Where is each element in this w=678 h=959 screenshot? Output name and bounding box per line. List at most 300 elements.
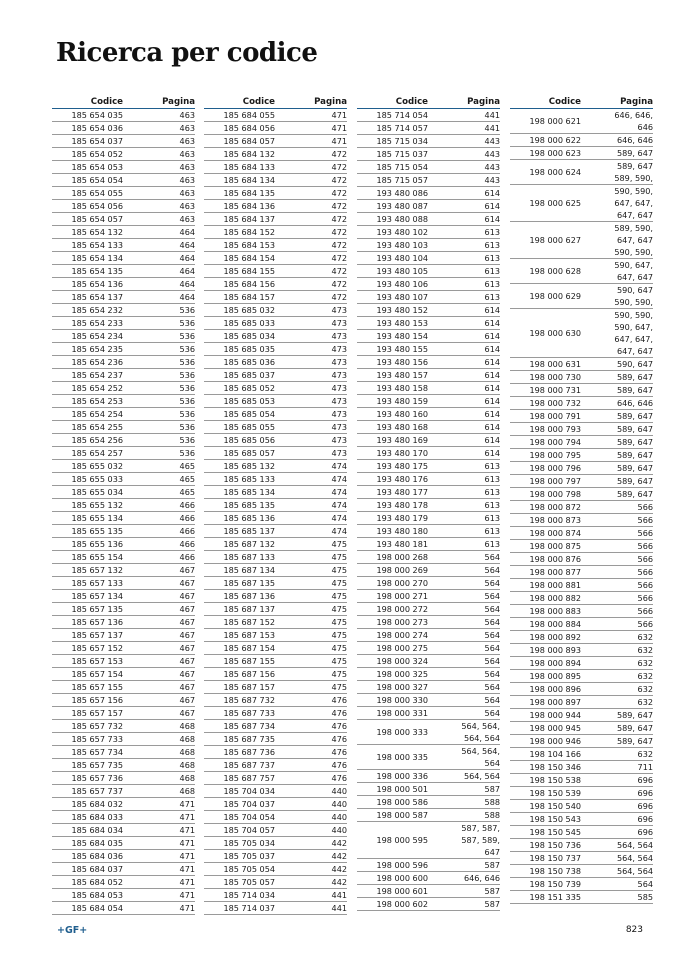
column-header xyxy=(52,94,195,109)
index-row xyxy=(52,863,195,876)
page-reference xyxy=(581,540,653,552)
product-code: 185 684 053 xyxy=(71,890,123,900)
page-reference-line: 476 xyxy=(331,747,347,757)
page-reference xyxy=(123,564,195,576)
page-reference-line: 566 xyxy=(637,567,653,577)
product-code: 198 104 166 xyxy=(529,749,581,759)
index-row xyxy=(52,681,195,694)
product-code: 198 000 336 xyxy=(376,771,428,781)
product-code: 198 000 327 xyxy=(376,682,428,692)
page-reference xyxy=(428,369,500,381)
page-reference-line: 589, 590, xyxy=(614,173,653,183)
index-row xyxy=(52,213,195,226)
product-code: 198 000 874 xyxy=(529,528,581,538)
page-reference xyxy=(581,735,653,747)
page-reference xyxy=(123,200,195,212)
product-code: 193 480 154 xyxy=(376,331,428,341)
product-code: 185 684 156 xyxy=(223,279,275,289)
product-code: 185 654 052 xyxy=(71,149,123,159)
page-reference-line: 589, 647 xyxy=(616,161,653,171)
product-code: 185 655 134 xyxy=(71,513,123,523)
index-row xyxy=(204,447,347,460)
product-code: 185 657 733 xyxy=(71,734,123,744)
page-reference-line: 441 xyxy=(331,903,347,913)
index-row xyxy=(204,902,347,915)
page-reference xyxy=(123,590,195,602)
product-code: 185 684 133 xyxy=(223,162,275,172)
product-code: 185 654 256 xyxy=(71,435,123,445)
page-reference-line: 464 xyxy=(179,279,195,289)
page-reference xyxy=(123,850,195,862)
product-code: 185 654 135 xyxy=(71,266,123,276)
product-code: 185 687 133 xyxy=(223,552,275,562)
index-row xyxy=(510,449,653,462)
index-row xyxy=(357,317,500,330)
index-row xyxy=(204,408,347,421)
index-row xyxy=(204,369,347,382)
product-code: 185 654 037 xyxy=(71,136,123,146)
page-reference-line: 463 xyxy=(179,110,195,120)
page-reference-line: 564 xyxy=(484,617,500,627)
page-reference xyxy=(428,616,500,628)
index-row xyxy=(357,859,500,872)
index-row xyxy=(52,577,195,590)
page-reference xyxy=(428,187,500,199)
product-code: 185 684 057 xyxy=(223,136,275,146)
product-code: 198 000 631 xyxy=(529,359,581,369)
product-code: 185 654 253 xyxy=(71,396,123,406)
page-reference-line: 613 xyxy=(484,539,500,549)
index-column-3 xyxy=(357,94,500,911)
index-row xyxy=(52,811,195,824)
page-reference xyxy=(428,603,500,615)
product-code: 185 655 135 xyxy=(71,526,123,536)
page-reference-line: 468 xyxy=(179,734,195,744)
page-reference xyxy=(581,878,653,890)
index-row xyxy=(52,551,195,564)
page-reference xyxy=(428,382,500,394)
index-row xyxy=(357,655,500,668)
page-reference-line: 476 xyxy=(331,708,347,718)
page-reference xyxy=(581,748,653,760)
page-reference xyxy=(428,447,500,459)
index-row xyxy=(52,772,195,785)
product-code: 198 000 621 xyxy=(529,116,581,126)
product-code: 193 480 155 xyxy=(376,344,428,354)
page-reference-line: 587 xyxy=(484,860,500,870)
product-code: 198 000 324 xyxy=(376,656,428,666)
product-code: 198 000 797 xyxy=(529,476,581,486)
page-reference-line: 536 xyxy=(179,435,195,445)
page-reference-line: 647, 647, xyxy=(614,334,653,344)
page-reference xyxy=(275,824,347,836)
product-code: 185 704 034 xyxy=(223,786,275,796)
page-reference xyxy=(581,566,653,578)
product-code: 185 654 237 xyxy=(71,370,123,380)
index-row xyxy=(510,787,653,800)
page-reference-line: 473 xyxy=(331,435,347,445)
page-reference-line: 536 xyxy=(179,344,195,354)
page-reference-line: 471 xyxy=(179,838,195,848)
page-reference xyxy=(123,889,195,901)
product-code: 193 480 153 xyxy=(376,318,428,328)
page-reference-line: 472 xyxy=(331,214,347,224)
product-code: 185 685 037 xyxy=(223,370,275,380)
product-code: 198 000 946 xyxy=(529,736,581,746)
page-reference-line: 467 xyxy=(179,591,195,601)
product-code: 198 000 623 xyxy=(529,148,581,158)
page-reference-line: 463 xyxy=(179,136,195,146)
page-reference xyxy=(428,538,500,550)
product-code: 185 687 135 xyxy=(223,578,275,588)
product-code: 185 687 153 xyxy=(223,630,275,640)
page-reference xyxy=(428,343,500,355)
index-row xyxy=(52,798,195,811)
product-code: 185 685 132 xyxy=(223,461,275,471)
product-code: 198 150 739 xyxy=(529,879,581,889)
index-row xyxy=(52,343,195,356)
page-reference xyxy=(275,733,347,745)
page-reference-line: 564 xyxy=(484,643,500,653)
index-row xyxy=(204,252,347,265)
page-reference-line: 696 xyxy=(637,827,653,837)
page-reference xyxy=(275,811,347,823)
page-reference xyxy=(275,278,347,290)
page-reference xyxy=(428,707,500,719)
page-reference-line: 467 xyxy=(179,565,195,575)
page-reference-line: 463 xyxy=(179,201,195,211)
index-row xyxy=(510,462,653,475)
page-reference xyxy=(428,330,500,342)
product-code: 193 480 102 xyxy=(376,227,428,237)
page-reference xyxy=(275,421,347,433)
page-reference xyxy=(428,278,500,290)
page-reference-line: 472 xyxy=(331,292,347,302)
product-code: 185 655 136 xyxy=(71,539,123,549)
page-reference xyxy=(275,291,347,303)
index-row xyxy=(52,291,195,304)
page-reference xyxy=(581,826,653,838)
page-reference xyxy=(275,837,347,849)
page-reference-line: 536 xyxy=(179,357,195,367)
product-code: 198 000 883 xyxy=(529,606,581,616)
index-row xyxy=(52,460,195,473)
product-code: 185 685 032 xyxy=(223,305,275,315)
product-code: 185 687 735 xyxy=(223,734,275,744)
index-row xyxy=(204,213,347,226)
page-reference-line: 476 xyxy=(331,760,347,770)
page-reference-line: 467 xyxy=(179,617,195,627)
page-reference-line: 468 xyxy=(179,721,195,731)
index-row xyxy=(52,200,195,213)
page-reference-line: 440 xyxy=(331,812,347,822)
product-code: 185 687 736 xyxy=(223,747,275,757)
index-row xyxy=(52,382,195,395)
product-code: 193 480 179 xyxy=(376,513,428,523)
product-code: 198 000 595 xyxy=(376,835,428,845)
page-reference-line: 472 xyxy=(331,279,347,289)
product-code: 198 150 538 xyxy=(529,775,581,785)
page-reference xyxy=(123,213,195,225)
product-code: 198 150 543 xyxy=(529,814,581,824)
product-code: 198 000 335 xyxy=(376,752,428,762)
product-code: 185 654 132 xyxy=(71,227,123,237)
page-reference-line: 442 xyxy=(331,864,347,874)
product-code: 185 657 135 xyxy=(71,604,123,614)
index-row xyxy=(204,577,347,590)
product-code: 198 000 624 xyxy=(529,167,581,177)
page-reference-line: 613 xyxy=(484,487,500,497)
page-reference-line: 614 xyxy=(484,318,500,328)
product-code: 185 687 134 xyxy=(223,565,275,575)
product-code: 185 714 037 xyxy=(223,903,275,913)
index-row xyxy=(510,722,653,735)
product-code: 198 000 732 xyxy=(529,398,581,408)
page-reference xyxy=(581,800,653,812)
page-reference xyxy=(581,839,653,851)
page-reference-line: 468 xyxy=(179,747,195,757)
index-row xyxy=(52,603,195,616)
page-reference xyxy=(428,122,500,134)
page-reference-line: 466 xyxy=(179,539,195,549)
page-reference-line: 613 xyxy=(484,240,500,250)
page-reference xyxy=(428,356,500,368)
page-reference-line: 440 xyxy=(331,825,347,835)
page-reference xyxy=(428,486,500,498)
page-reference xyxy=(123,135,195,147)
index-row xyxy=(52,616,195,629)
page-reference-line: 589, 647 xyxy=(616,476,653,486)
product-code: 185 684 035 xyxy=(71,838,123,848)
index-row xyxy=(357,252,500,265)
index-row xyxy=(510,160,653,185)
index-row xyxy=(204,759,347,772)
page-reference-line: 589, 590, xyxy=(614,223,653,233)
index-row xyxy=(357,265,500,278)
page-reference-line: 464 xyxy=(179,292,195,302)
product-code: 185 705 037 xyxy=(223,851,275,861)
product-code: 185 685 053 xyxy=(223,396,275,406)
page-reference xyxy=(581,605,653,617)
page-reference xyxy=(123,382,195,394)
index-row xyxy=(510,222,653,259)
product-code: 185 654 133 xyxy=(71,240,123,250)
index-row xyxy=(204,512,347,525)
product-code: 193 480 103 xyxy=(376,240,428,250)
product-code: 198 000 730 xyxy=(529,372,581,382)
page-reference xyxy=(581,371,653,383)
index-column-4 xyxy=(510,94,653,904)
index-row xyxy=(357,187,500,200)
page-reference xyxy=(123,148,195,160)
page-reference-line: 613 xyxy=(484,227,500,237)
index-row xyxy=(357,447,500,460)
product-code: 198 000 796 xyxy=(529,463,581,473)
index-row xyxy=(204,811,347,824)
page-reference xyxy=(123,278,195,290)
product-code: 185 657 137 xyxy=(71,630,123,640)
page-reference-line: 471 xyxy=(331,136,347,146)
page-reference xyxy=(275,655,347,667)
index-row xyxy=(204,707,347,720)
page-reference xyxy=(275,538,347,550)
page-reference xyxy=(275,694,347,706)
page-reference-line: 566 xyxy=(637,580,653,590)
page-reference-line: 614 xyxy=(484,396,500,406)
index-row xyxy=(52,252,195,265)
product-code: 185 657 736 xyxy=(71,773,123,783)
page-title: Ricerca per codice xyxy=(56,38,318,68)
page-reference-line: 646, 646 xyxy=(616,398,653,408)
index-row xyxy=(357,408,500,421)
page-reference-line: 472 xyxy=(331,175,347,185)
page-reference-line: 468 xyxy=(179,760,195,770)
page-reference-line: 474 xyxy=(331,461,347,471)
product-code: 185 684 137 xyxy=(223,214,275,224)
product-code: 185 687 157 xyxy=(223,682,275,692)
product-code: 185 654 234 xyxy=(71,331,123,341)
index-row xyxy=(52,694,195,707)
product-code: 185 654 254 xyxy=(71,409,123,419)
product-code: 198 000 892 xyxy=(529,632,581,642)
index-row xyxy=(510,670,653,683)
page-reference-line: 476 xyxy=(331,734,347,744)
product-code: 185 655 034 xyxy=(71,487,123,497)
page-reference xyxy=(123,603,195,615)
index-row xyxy=(204,421,347,434)
product-code: 185 654 232 xyxy=(71,305,123,315)
product-code: 198 000 881 xyxy=(529,580,581,590)
page-reference-line: 589, 647 xyxy=(616,411,653,421)
page-reference-line: 463 xyxy=(179,162,195,172)
index-row xyxy=(204,109,347,122)
index-row xyxy=(357,473,500,486)
page-reference xyxy=(581,852,653,864)
index-row xyxy=(510,865,653,878)
page-reference xyxy=(428,551,500,563)
column-header xyxy=(357,94,500,109)
index-row xyxy=(357,135,500,148)
page-reference-line: 566 xyxy=(637,515,653,525)
product-code: 198 000 586 xyxy=(376,797,428,807)
page-reference-line: 475 xyxy=(331,578,347,588)
page-reference xyxy=(123,824,195,836)
product-code: 198 000 795 xyxy=(529,450,581,460)
page-reference xyxy=(428,770,500,782)
page-reference-line: 468 xyxy=(179,786,195,796)
page-reference xyxy=(428,265,500,277)
index-row xyxy=(204,187,347,200)
product-code: 185 655 154 xyxy=(71,552,123,562)
product-code: 185 715 034 xyxy=(376,136,428,146)
index-row xyxy=(357,174,500,187)
product-code: 185 687 155 xyxy=(223,656,275,666)
page-reference xyxy=(581,109,653,133)
page-reference xyxy=(275,798,347,810)
column-header xyxy=(204,94,347,109)
index-row xyxy=(510,436,653,449)
page-reference-line: 566 xyxy=(637,619,653,629)
page-reference-line: 613 xyxy=(484,474,500,484)
product-code: 198 000 628 xyxy=(529,266,581,276)
page-reference xyxy=(581,284,653,308)
page-reference xyxy=(123,876,195,888)
product-code: 198 000 877 xyxy=(529,567,581,577)
page-reference xyxy=(581,696,653,708)
index-row xyxy=(52,174,195,187)
product-code: 185 684 152 xyxy=(223,227,275,237)
page-reference xyxy=(123,642,195,654)
page-reference xyxy=(123,330,195,342)
page-reference-line: 711 xyxy=(637,762,653,772)
product-code: 185 654 257 xyxy=(71,448,123,458)
page-reference-line: 564, 564 xyxy=(616,853,653,863)
product-code: 198 000 882 xyxy=(529,593,581,603)
page-reference-line: 614 xyxy=(484,188,500,198)
page-reference-line: 476 xyxy=(331,773,347,783)
index-row xyxy=(52,122,195,135)
page-reference xyxy=(275,252,347,264)
page-reference xyxy=(428,226,500,238)
index-row xyxy=(204,200,347,213)
page-reference xyxy=(581,592,653,604)
product-code: 193 480 086 xyxy=(376,188,428,198)
product-code: 185 685 033 xyxy=(223,318,275,328)
index-row xyxy=(204,226,347,239)
page-reference-line: 467 xyxy=(179,656,195,666)
page-reference-line: 564 xyxy=(484,604,500,614)
page-reference-line: 475 xyxy=(331,643,347,653)
page-reference-line: 472 xyxy=(331,253,347,263)
page-reference xyxy=(275,603,347,615)
page-reference xyxy=(275,213,347,225)
page-reference-line: 564 xyxy=(484,578,500,588)
page-reference-line: 466 xyxy=(179,552,195,562)
product-code: 198 000 270 xyxy=(376,578,428,588)
index-row xyxy=(510,774,653,787)
page-reference-line: 471 xyxy=(179,825,195,835)
index-column-1 xyxy=(52,94,195,915)
page-reference xyxy=(428,745,500,769)
page-reference-line: 589, 647 xyxy=(616,148,653,158)
index-row xyxy=(52,161,195,174)
page-reference xyxy=(123,109,195,121)
product-code: 198 150 539 xyxy=(529,788,581,798)
page-reference xyxy=(581,670,653,682)
page-reference xyxy=(581,709,653,721)
page-reference-line: 536 xyxy=(179,305,195,315)
index-row xyxy=(204,525,347,538)
page-reference-line: 647, 647 xyxy=(616,210,653,220)
page-reference xyxy=(428,434,500,446)
page-reference xyxy=(581,259,653,283)
product-code: 198 150 737 xyxy=(529,853,581,863)
product-code: 193 480 160 xyxy=(376,409,428,419)
index-row xyxy=(510,147,653,160)
product-code: 185 684 033 xyxy=(71,812,123,822)
page-reference xyxy=(581,160,653,184)
page-reference xyxy=(581,865,653,877)
page-reference xyxy=(428,421,500,433)
page-reference xyxy=(275,876,347,888)
product-code: 193 480 175 xyxy=(376,461,428,471)
page-reference-line: 564 xyxy=(484,565,500,575)
page-reference xyxy=(581,618,653,630)
page-reference-line: 632 xyxy=(637,697,653,707)
index-row xyxy=(357,213,500,226)
page-reference xyxy=(123,577,195,589)
page-reference-line: 440 xyxy=(331,799,347,809)
